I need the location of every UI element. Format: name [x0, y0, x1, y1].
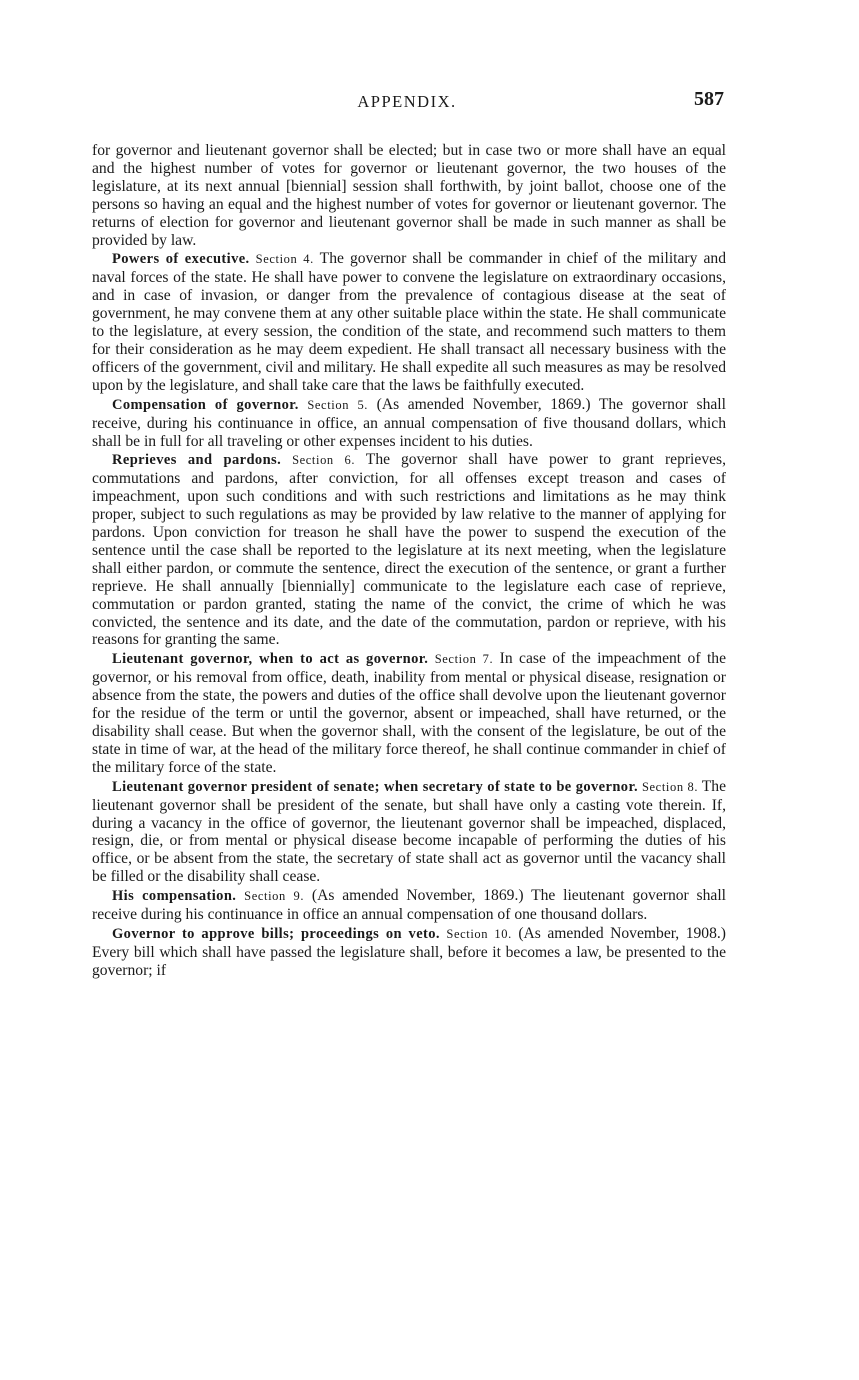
paragraph-text: (As amended November, 1869.) The governor shall receive, during his continuance in office, an annual compensation of five thousand dollars, which shall be in full for all traveling or other expenses incident to his duties. — [92, 395, 726, 450]
section-label: Section 5. — [307, 397, 369, 412]
section-5-paragraph — [92, 396, 726, 451]
paragraph-text: (As amended November, 1869.) The lieutenant governor shall receive during his continuance in office an annual compensation of one thousand dollars. — [92, 887, 727, 924]
page-body — [92, 142, 726, 980]
section-10-paragraph — [92, 925, 726, 980]
section-heading: Powers of executive. — [112, 251, 250, 268]
section-heading: His compensation. — [112, 888, 237, 905]
paragraph-text: for governor and lieutenant governor shall be elected; but in case two or more shall have an equal and the highest number of votes for governor or lieutenant governor, the two houses of the legislature, at its next annual [biennial] session shall forthwith, by joint ballot, choose one of the persons so having an equal and the highest number of votes for governor or lieutenant governor. The returns of election for governor and lieutenant governor shall be made in such manner as shall be provided by law. — [92, 142, 726, 249]
paragraph-text: In case of the impeachment of the governor, or his removal from office, death, inability from mental or physical disease, resignation or absence from the state, the powers and duties of the office shall devolve upon the lieutenant governor for the residue of the term or until the governor, absent or impeached, shall have returned, or the disability shall cease. But when the governor shall, with the consent of the legislature, be out of the state in time of war, at the head of the military force thereof, he shall continue commander in chief of the military force of the state. — [92, 650, 726, 776]
paragraph-text: (As amended November, 1908.) Every bill which shall have passed the legislature shall, before it becomes a law, be presented to the governor; if — [92, 924, 726, 979]
paragraph-text: The governor shall have power to grant reprieves, commutations and pardons, after conviction, for all offenses except treason and cases of impeachment, upon such conditions and with such restrictions and limitations as he may think proper, subject to such regulations as may be provided by law relative to the manner of applying for pardons. Upon conviction for treason he shall have the power to suspend the execution of the sentence until the case shall be reported to the legislature at its next meeting, when the legislature shall either pardon, or commute the sentence, direct the execution of the sentence, or grant a further reprieve. He shall annually [biennially] communicate to the legislature each case of reprieve, commutation or pardon granted, stating the name of the convict, the crime of which he was convicted, the sentence and its date, and the date of the commutation, pardon or reprieve, with his reasons for granting the same. — [92, 451, 726, 649]
section-label: Section 4. — [255, 252, 314, 267]
section-heading: Reprieves and pardons. — [112, 452, 282, 469]
page-header — [90, 88, 724, 114]
section-heading: Compensation of governor. — [112, 396, 299, 413]
section-label: Section 10. — [446, 926, 512, 941]
section-7-paragraph — [92, 650, 726, 776]
section-heading: Lieutenant governor president of senate; when secretary of state to be governor. — [112, 778, 638, 795]
section-6-paragraph — [92, 451, 726, 649]
section-9-paragraph — [92, 887, 726, 924]
section-4-paragraph — [92, 250, 726, 394]
paragraph-text: The lieutenant governor shall be president of the senate, but shall have only a casting vote therein. If, during a vacancy in the office of governor, the lieutenant governor shall be impeached, displaced, resign, die, or from mental or physical disease become incapable of performing the duties of his office, or be absent from the state, the secretary of state shall act as governor until the vacancy shall be filled or the disability shall cease. — [92, 777, 727, 886]
section-heading: Lieutenant governor, when to act as governor. — [112, 651, 429, 668]
running-head: APPENDIX. — [357, 92, 457, 111]
page-number: 587 — [694, 88, 724, 110]
section-label: Section 9. — [244, 889, 305, 904]
paragraph-continuation — [92, 142, 726, 249]
section-heading: Governor to approve bills; proceedings on veto. — [112, 925, 440, 942]
section-label: Section 8. — [641, 779, 699, 794]
section-8-paragraph — [92, 778, 726, 886]
paragraph-text: The governor shall be commander in chief of the military and naval forces of the state. He shall have power to convene the legislature on extraordinary occasions, and in case of invasion, or danger from the prevalence of contagious disease at the seat of government, he may convene them at any other suitable place within the state. He shall communicate to the legislature, at every session, the condition of the state, and recommend such matters to them for their consideration as he may deem expedient. He shall transact all necessary business with the officers of the government, civil and military. He shall expedite all such measures as may be resolved upon by the legislature, and shall take care that the laws be faithfully executed. — [92, 250, 727, 394]
section-label: Section 6. — [292, 453, 356, 468]
section-label: Section 7. — [434, 652, 494, 667]
